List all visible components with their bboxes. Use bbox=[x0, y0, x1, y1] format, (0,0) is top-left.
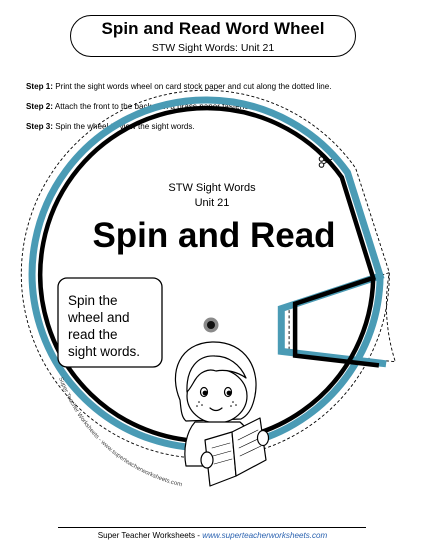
step-2-text: Attach the front to the back with a brass paper fastener. bbox=[54, 102, 254, 111]
wheel-line-1: STW Sight Words bbox=[168, 182, 256, 194]
footer-brand: Super Teacher Worksheets bbox=[97, 531, 196, 540]
step-3-label: Step 3: bbox=[26, 122, 53, 131]
footer-separator: - bbox=[195, 531, 203, 540]
instruction-line-3: read the bbox=[68, 327, 118, 342]
footer-divider bbox=[58, 527, 366, 528]
wheel-heading: Spin and Read bbox=[92, 216, 336, 255]
step-1-text: Print the sight words wheel on card stock paper and cut along the dotted line. bbox=[55, 82, 332, 91]
watermark-arc: Super Teacher Worksheets - www.superteacherworksheets.com bbox=[57, 376, 183, 489]
step-3-text: Spin the wheel to view the sight words. bbox=[55, 122, 195, 131]
instruction-line-4: sight words. bbox=[68, 344, 141, 359]
footer-link[interactable]: www.superteacherworksheets.com bbox=[202, 531, 328, 540]
step-2-label: Step 2: bbox=[26, 102, 53, 111]
page-subtitle: STW Sight Words: Unit 21 bbox=[151, 42, 275, 54]
instruction-line-2: wheel and bbox=[68, 310, 130, 325]
page-title: Spin and Read Word Wheel bbox=[101, 19, 325, 38]
wheel-line-2: Unit 21 bbox=[194, 197, 230, 209]
step-1-label: Step 1: bbox=[26, 82, 53, 91]
page-footer bbox=[0, 531, 425, 540]
instruction-line-1: Spin the bbox=[68, 293, 118, 308]
